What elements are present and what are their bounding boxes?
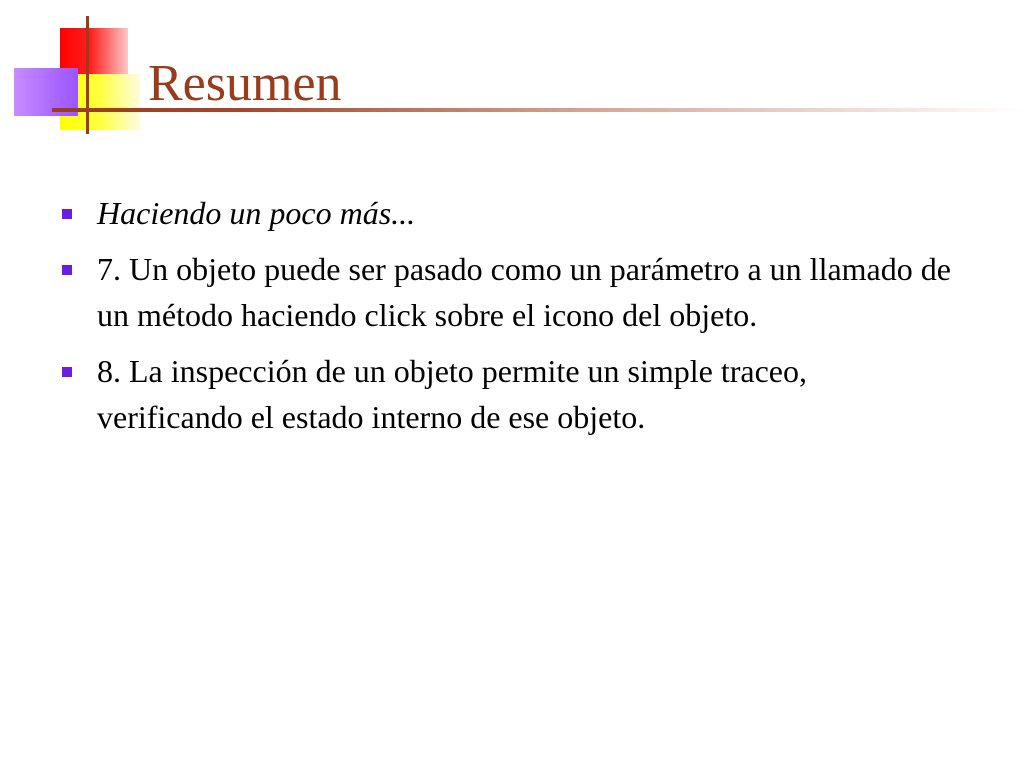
square-bullet-icon xyxy=(62,265,72,275)
bullet-item xyxy=(60,190,960,236)
slide-title: Resumen xyxy=(148,55,342,112)
vertical-rule xyxy=(86,16,89,134)
bullet-list xyxy=(60,190,960,450)
square-bullet-icon xyxy=(62,209,72,219)
square-bullet-icon xyxy=(62,367,72,377)
corner-decoration xyxy=(0,0,150,140)
bullet-text: Haciendo un poco más... xyxy=(97,195,416,231)
bullet-text: 7. Un objeto puede ser pasado como un parámetro a un llamado de un método haciendo click sobre el icono del objeto. xyxy=(97,251,951,333)
bullet-text: 8. La inspección de un objeto permite un simple traceo, verificando el estado interno de ese objeto. xyxy=(97,353,807,435)
bullet-item xyxy=(60,246,960,338)
bullet-item xyxy=(60,348,960,440)
